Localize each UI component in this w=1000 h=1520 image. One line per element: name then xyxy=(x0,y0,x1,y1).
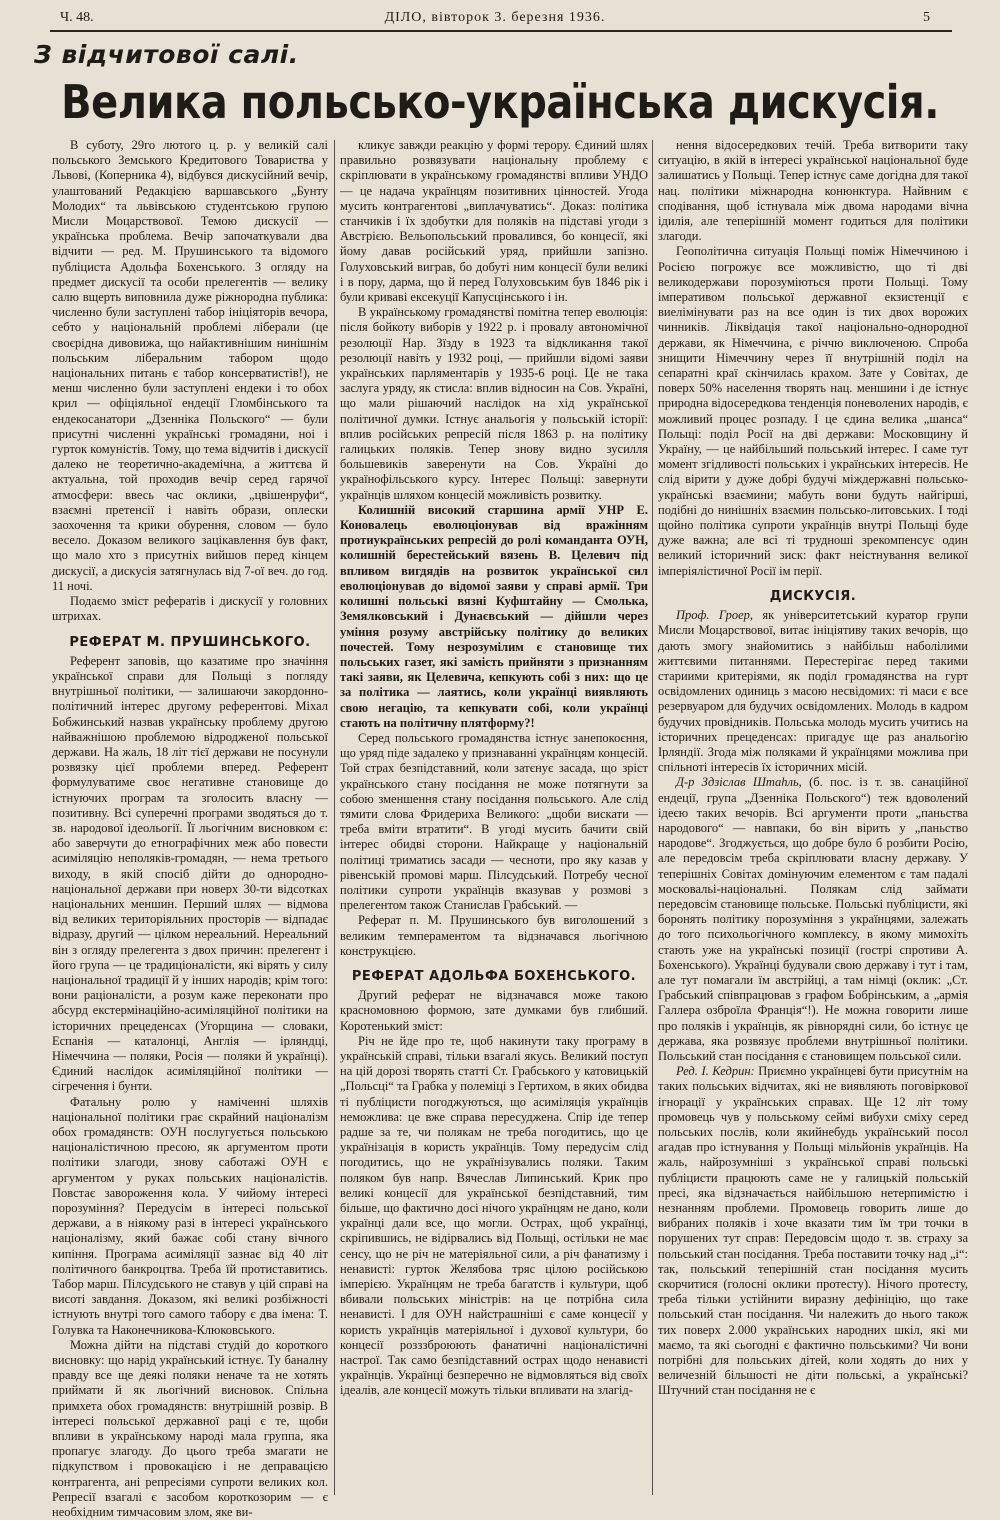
paragraph: Другий реферат не відзначався може такою красномовною формою, зате думками був глибший. Коротенький зміст: xyxy=(340,988,648,1033)
paragraph: Подаємо зміст рефератів і дискусії у головних штрихах. xyxy=(52,594,328,624)
running-header xyxy=(60,10,930,30)
column-3 xyxy=(658,138,968,1498)
page-number: 5 xyxy=(923,10,930,25)
speaker-name: Проф. Гроер, xyxy=(676,608,754,623)
issue-number: Ч. 48. xyxy=(60,10,94,25)
paragraph: В суботу, 29го лютого ц. р. у великій салі польського Земського Кредитового Товариства у Львові, (Коперника 4), відбувся дискусійний вечір, улаштований Редакцією варшавського „Бунту Молодих“ та львівською студентською групою Мисли Моцарствової. Темою дискусії — українська проблема. Вечір започаткували два відчити — ред. М. Прушинського та відомого публіциста Адольфа Бохенського. З огляду на предмет дискусії та особи прелегентів — велику салю вщерть виповнила дуже ріжнородна публика: численно були заступлені табор ініціяторів вечора, себто у національній проблемі ліберали (це своєрідна дивовижа, що найактивнішим нинішнім польським ліберальним табором щодо національних питань є табор консерватистів!), не менш численно були заступлені ендеки і то обох крил — офіціяльної ендеції Гломбінського та ендекосанатори „Дзенніка Польского“ — були присутні численні українські громадяни, ноі і гурток комуністів. Тому, що тема відчитів і дискусії далеко не теоретично-академічна, а життєва й актуальна, той проходив вечір серед гарячої атмосфери: ввесь час оклики, „цвішенруфи“, взаємні претенсії і навіть образи, оплески заохочення та крики обурення, словом — було весело. Доказом великого зацікавлення був факт, що мало хто з присутніх вийшов перед кінцем дискусії, а дискусія затягнулась від 7-ої веч. до год. 11 ночі. xyxy=(52,138,328,593)
paragraph: Серед польського громадянства істнує занепокоєння, що уряд піде задалеко у признаванні українцям концесій. Той страх безпідставний, коли затєнує засада, що зріст українського стану посідання не може потягнути за собою зменшення стану посідання польського. Але слід тямити слова Фридериха Великого: „щоби вискати — треба вміти втратити“. В угоді мусить бачити свій інтерес обидві сторони. Найкраще у національній політиці триматись засади — чесноти, про яку казав у рівенській промові марш. Пілсудський. Потребу чесної політики супроти українців вказував у розмові з прелегентом також Станислав Грабський. — xyxy=(340,730,648,913)
column-divider xyxy=(334,140,335,1495)
paragraph: В українському громадянстві помітна тепер еволюція: після бойкоту виборів у 1922 р. і провалу автономічної резолюції Нар. Зїзду в 1923 та відкликання такої резолюції навіть у 1932 році, — прийшли відомі заяви українських парляментарів у 1935-6 році. Це не така заслуга уряду, як стисла: вплив відносин на Сов. Україні, що мали рішаючий наслідок на хід української політичної думки. Істнує анальогія у польській історії: вплив російських репресій після 1863 р. на політику галицьких поляків. Тепер знову видно зусилля большевиків заверенути на Сов. Україні до українофільського курсу. Інтерес Польщі: завернути українців шляхом концесій можливість розвитку. xyxy=(340,305,648,502)
paragraph: нення відосередкових течій. Треба витворити таку ситуацію, в якій в інтересі української національної буде залишатись у Польщі. Тепер істнує саме догідна для такої нац. політики міжнародна конюнктура. Найвним є сподівання, щоб істнувала між двома народами вічна ідилія, але теперішній момент годиться для політики злагоди. xyxy=(658,138,968,244)
section-title: З відчитової салі. xyxy=(34,40,299,69)
paragraph: Річ не йде про те, щоб накинути таку програму в українській справі, тільки взагалі якусь. Великий поступ на цій дорозі творять статті Ст. Грабського у катовицькій „Польсці“ та Грабка у полеміці з Гертихом, в яких обидва ті публіцисти погоджуються, що асиміляція українців неможлива: це вже справа пересуджена. Спір іде тепер радше за те, чи полякам не треба погодитись, що це українізація в користь українців. Тому передусім слід погодитись, що не українізувались поляки. Таким поляком був напр. Вячеслав Липинський. Крик про великі концесії для української безпідставний, тим більше, що фактично досі нічого українцям не дано, коли українці дали все, що могли. Острах, щоб українці, скріпившись, не відірвались від Польщі, остільки не має сенсу, що не річ не матеріяльної сили, а річ фанатизму і ненависті: гурток Желябова тряс цілою російською імперією. Українцям не треба багатств і культури, щоб вбивали польських міністрів: на це потрібна сила ненависті. І для ОУН найстрашніші є саме концесії у користь українців матеріяльної і духової культури, бо концесії розззброюють фанатичні націоналістичні настрої. Так само безпідставний острах щодо ненависті українців. Українці безперечно не відмовляться від своїх ідеалів, але концесії можуть тільки впливати на злагід- xyxy=(340,1033,648,1398)
subheading-prushynskyi: РЕФЕРАТ М. ПРУШИНСЬКОГО. xyxy=(69,634,311,650)
paragraph: Фатальну ролю у наміченні шляхів національної політики грає скрайний націоналізм обох громадянств: ОУН послугується польською націоналістичною пресою, як аргументом проти політики злагоди, знову саботажі ОУН є аргументом у руках польських націоналістів. Повстає завороження кола. У чийому інтересі порозуміння? Передусім в інтересі польської держави, а в ніякому разі в інтересі українського націоналізму, який бажає собі стану вічного кипіння. Програма асиміляції зазнає від 40 літ політичного банкроцтва. Треба їй протиставитись. Табор марш. Пілсудського не ставув у цій справі на висоті завдання. Доказом, які великі розбіжності істнують внутрі того самого табору є два імена: Т. Голувка та Наконечникова-Клюковського. xyxy=(52,1094,328,1337)
paragraph xyxy=(658,1064,968,1398)
paragraph-bold: Колишній високий старшина армії УНР Е. Коновалець еволюціонував від вражінням протиукраїнських репресій до ролі команданта ОУН, колишній берестейський вязень В. Целевич під впливом вигдядів на розвиток української сил еволюціонував до відомої заяви у справі армії. Три колишні польські вязні Куфштайну — Смолька, Земялковський і Дунаєвський — дійшли через уміння розуму австрійську політику до великих почестей. Тому незрозумілим є становище тих польських газет, які замість прийняти з признанням такі заяви, як Целевича, кепкують собі з них: що це за політика — лаятись, коли українці виявляють свою негацію, та кепкувати собі, коли українці стають на політичну плятформу?! xyxy=(340,502,648,730)
speaker-name: Д-р Здзіслав Штаhль, xyxy=(676,775,802,790)
speaker-name: Ред. І. Кедрин: xyxy=(676,1064,755,1079)
paragraph: Референт заповів, що казатиме про значіння української справи для Польщі з погляду внутрішньої політики, — залишаючи закордонно-політичний інтерес другому референтові. Міхал Бобжинський назвав українську проблему другою найважнішою проблемою відродженої польської держави. На жаль, 18 літ тієї держави не посунули розвязку цієї проблеми вперед. Референт формулуватиме своє негативне становище до істнуючих програм та зголосить власну — позитивну. Всі суперечні програми зводяться до т. зв. народової ідеольогії. Її льогічним висновком є: або заверчути до етнографічних меж або повести асиміляцію неполяків-громадян, — нема третього виходу, в якій спосіб дійти до однородно-національної держави при новерх 30-ти відсотках національних меншин. Перший шлях — відмова від великих територіяльних просторів — відпадає відразу, другий — цілком нереальний. Нереальний він з огляду прелегента з двох причин: прелегент і його група — це традиціоналісти, які вірять у силу національної традиції й у інших народів; крім того: вони раціоналісти, а розум каже переконати про абсурд екстермінаційно-асиміляційної політики на історичних прецеденсах (Угорщина — словаки, Еспанія — каталонці, Англія — ірляндці, Німеччина — поляки, Росія — поляки й українці). Єдиний наслідок асиміляційної політики — сігречення і бунти. xyxy=(52,653,328,1094)
subheading-discussion: ДИСКУСІЯ. xyxy=(769,588,857,604)
paragraph: кликує завжди реакцію у формі терору. Єдиний шлях правильно розвязувати національну проблему є скріплювати в українському громадянстві впливи УНДО — це надача українцям позитивних цінностей. Угода мусить контрагентові „виплачуватись“. Доказ: політика станчиків і їх здобутки для поляків на підставі угоди з Австрією. Вельопольський провалився, бо концесії, які йому давав російський уряд, прийшли запізно. Голуховський виграв, бо добуті ним концесії були великі і в пору, дарма, що й перед Голуховським був 1846 рік і були криваві ексекуції Капусцінського і ін. xyxy=(340,138,648,305)
column-2 xyxy=(340,138,648,1498)
paragraph: Реферат п. М. Прушинського був виголошений з великим темпераментом та відзначався льогічною конструкцією. xyxy=(340,913,648,958)
paragraph xyxy=(658,775,968,1064)
speaker-text: як університетський куратор групи Мисли Моцарствової, витає ініціятиву таких вечорів, що дають змогу знайомитись з найбільш наболілими життєвими питаннями. Перестерігає перед такими стариими критеріями, як поділ громадянства на гурт освідомлених одиниць з масою несвідомих: ті маси є все резервуаром для будучих освідомлених. Молодь в кадром будучих провідників. Польська молодь мусить учитись на історичних прецеденсах: пригадує ще раз анальогію Ірляндії. Згода між поляками й українцями можлива при спільноті інтересів їх історичних місій. xyxy=(658,608,969,775)
column-1 xyxy=(52,138,328,1520)
paragraph: Геополітична ситуація Польщі поміж Німеччиною і Росією погрожує все можливістю, що ті дві великодержави порозуміються проти Польщі. Тому імперативом польської державної екзистенції є виелімінувати раз на все один із тих двох ворожих чинників. Ліквідація такої національно-однородної держави, як Німеччина, є річчю виключеною. Спроба знищити Німеччину через її внутрішній поділ на сепаратні краї скінчилась крахом. Зате у Совітах, де поверх 50% населення творять нац. меншини і де істнує природна відосередкова тенденція поневолених народів, є можливий процес розпаду. І це єдина велика „шанса“ Польщі: поділ Росії на дві держави: Московщину й Україну, — це найбільший польський інтерес. І саме тут момент згідливості польських і українських інтересів. Не слід вірити у дуже добрі будучі міждержавні польсько-українські взаємини; мабуть вони будуть найгірші, подібні до нинішніх взаємин польсько-литовських. І тоді щойно політика супроти українців внутрі Польщі буде дуже важна; але всі ті трудноші зрекомпенсує один великий історичний зиск: факт неістнування великої імперіялістичної Росії ім перії. xyxy=(658,244,968,578)
speaker-text: Приємно українцеві бути присутнім на таких польських відчитах, які не виявляють поговіркової ігнорації у українських справах. Ще 12 літ тому промовець чув у польському сеймі вибухи сміху серед польських послів, коли якийнебудь український посол агадав про істнування у Польщі мільйонів українців. На жаль, найрозумніші з української справі польські публіцисти працюють саме не у галицькій польській пресі, яка відзначається найбільшою нетерпимістю і незнанням проблеми. Промовець говорить лише до вибраних поляків і хоче вказати тим їм три точки в порушених тут справ: Передовсім щодо т. зв. страху за польський стан посідання. Треба поставити точку над „і“: так, польський теперішній стан посідання мусить скорчитися (голосні оклики протесту). Нічого протесту, треба тільки устійнити виразну дефініцію, що таке польський стан посідання. Чи належить до нього також тих поверх 2.000 українських народних шкіл, які ми маємо, та які сьогодні є фактично польськими? Чи вони потрібні для польських дітей, коли ходять до них у величезній більшості не діти польські, а українські? Штучний стан посідання не є xyxy=(658,1064,968,1398)
subheading-bochenskyi: РЕФЕРАТ АДОЛЬФА БОХЕНСЬКОГО. xyxy=(351,968,637,984)
paragraph: Можна дійти на підставі студій до короткого висновку: що нарід український істнує. Ту баналну правду все ще деякі поляки неначе та не хотять приймати й як льогічний висновок. Спільна примхета обох громадянств: внутрішній розвір. В інтересі польської державної раці є те, щоби впливи в українському народі мала группа, яка пропагує злагоду. До цього треба змагати не підкупством і провокацією і не деправацією контрагента, ані репресіями супроти великих кол. Репресії взагалі є засобом короткозорим — є необхідним тимчасовим злом, яке ви- xyxy=(52,1337,328,1520)
header-rule xyxy=(50,30,952,32)
column-divider xyxy=(652,140,653,1495)
paragraph xyxy=(658,608,968,775)
article-headline: Велика польсько-українська дискусія. xyxy=(61,76,939,130)
speaker-text: (б. пос. із т. зв. санаційної ендеції, група „Дзенніка Польского“) теж вдоволений ідеєю таких вечорів. Всі аргументи проти „паньства народового“ — навпаки, бо він вірить у „паньство народове“. Згоджується, що добре було б розбити Росію, але передовсім треба скріплювати власну державу. У теперішніх Совітах домінуючим елементом є там падалі московальі-національні. Полякам слід займати передовсім становище польське. Польські публіцисти, які боронять політику порозуміння з українцями, залежать до того психольогічного комплексу, в якому мимохіть стають уже на українські позиції (гострі спротиви А. Бохенського). Українці будували свою державу і тут і там, але тут помагали їм австрійці, а там німці (оклик: „Ст. Грабський співпрацював з графом Бобрінським, а „армія Галлера озброїла Франція“!). Не можна говорити лише про поляків і українців, як рівнорядні сили, бо істнує це держава, яка розвязує проблеми внутрішньої політики. Польський стан посідання є становищем польської сили. xyxy=(658,775,968,1063)
masthead-date: ДІЛО, вівторок 3. березня 1936. xyxy=(384,10,606,25)
